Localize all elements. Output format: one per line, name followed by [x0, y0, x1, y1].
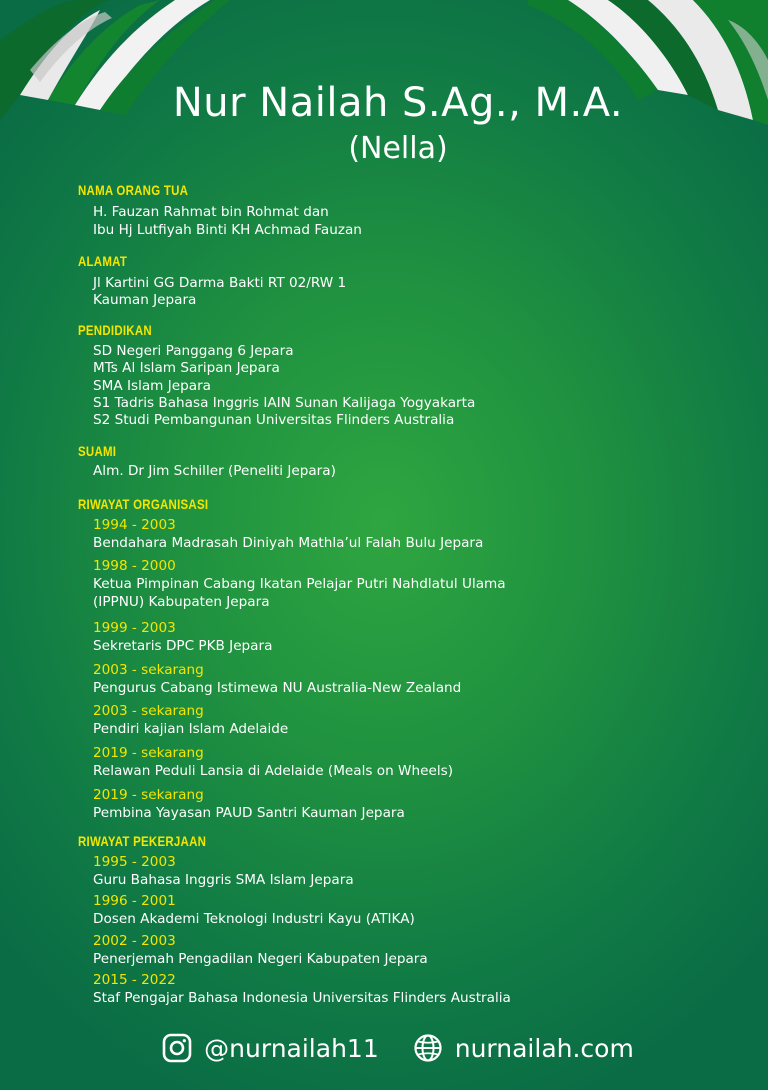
section-title-education: PENDIDIKAN [78, 322, 152, 338]
work-role: Penerjemah Pengadilan Negeri Kabupaten Jepara [93, 951, 428, 967]
section-title-parents: NAMA ORANG TUA [78, 182, 189, 198]
organization-role: Relawan Peduli Lansia di Adelaide (Meals on Wheels) [93, 763, 453, 779]
organization-role: (IPPNU) Kabupaten Jepara [93, 594, 270, 610]
work-years: 1996 - 2001 [93, 893, 176, 909]
person-name: Nur Nailah S.Ag., M.A. [172, 80, 624, 126]
instagram-icon [162, 1033, 192, 1063]
organization-role: Bendahara Madrasah Diniyah Mathla’ul Falah Bulu Jepara [93, 535, 484, 551]
instagram-handle-link[interactable]: @nurnailah11 [204, 1033, 379, 1063]
section-title-spouse: SUAMI [78, 443, 117, 459]
organization-years: 1994 - 2003 [93, 517, 176, 533]
education-line: S2 Studi Pembangunan Universitas Flinders Australia [93, 412, 455, 428]
organization-role: Ketua Pimpinan Cabang Ikatan Pelajar Putri Nahdlatul Ulama [93, 576, 506, 592]
address-line: Jl Kartini GG Darma Bakti RT 02/RW 1 [93, 275, 347, 291]
organization-years: 2003 - sekarang [93, 662, 204, 678]
footer-contacts [14, 1028, 768, 1068]
organization-role: Pembina Yayasan PAUD Santri Kauman Jepara [93, 805, 405, 821]
work-role: Guru Bahasa Inggris SMA Islam Jepara [93, 872, 354, 888]
work-role: Dosen Akademi Teknologi Industri Kayu (ATIKA) [93, 911, 415, 927]
education-line: MTs Al Islam Saripan Jepara [93, 360, 280, 376]
organization-years: 2003 - sekarang [93, 703, 204, 719]
organization-years: 2019 - sekarang [93, 745, 204, 761]
parents-line: Ibu Hj Lutfiyah Binti KH Achmad Fauzan [93, 222, 362, 238]
work-years: 2015 - 2022 [93, 972, 176, 988]
organization-role: Pengurus Cabang Istimewa NU Australia-New Zealand [93, 680, 462, 696]
globe-icon [413, 1033, 443, 1063]
education-line: S1 Tadris Bahasa Inggris IAIN Sunan Kalijaga Yogyakarta [93, 395, 476, 411]
organization-years: 1998 - 2000 [93, 558, 176, 574]
parents-line: H. Fauzan Rahmat bin Rohmat dan [93, 204, 329, 220]
person-nickname: (Nella) [348, 131, 448, 166]
section-title-organizations: RIWAYAT ORGANISASI [78, 496, 209, 512]
address-line: Kauman Jepara [93, 292, 197, 308]
organization-years: 1999 - 2003 [93, 620, 176, 636]
organization-role: Sekretaris DPC PKB Jepara [93, 638, 273, 654]
section-title-address: ALAMAT [78, 253, 128, 269]
work-role: Staf Pengajar Bahasa Indonesia Universitas Flinders Australia [93, 990, 511, 1006]
work-years: 1995 - 2003 [93, 854, 176, 870]
organization-role: Pendiri kajian Islam Adelaide [93, 721, 289, 737]
website-link[interactable]: nurnailah.com [454, 1033, 634, 1063]
organization-years: 2019 - sekarang [93, 787, 204, 803]
education-line: SMA Islam Jepara [93, 378, 211, 394]
spouse-line: Alm. Dr Jim Schiller (Peneliti Jepara) [93, 463, 336, 479]
work-years: 2002 - 2003 [93, 933, 176, 949]
section-title-work: RIWAYAT PEKERJAAN [78, 833, 207, 849]
education-line: SD Negeri Panggang 6 Jepara [93, 343, 294, 359]
